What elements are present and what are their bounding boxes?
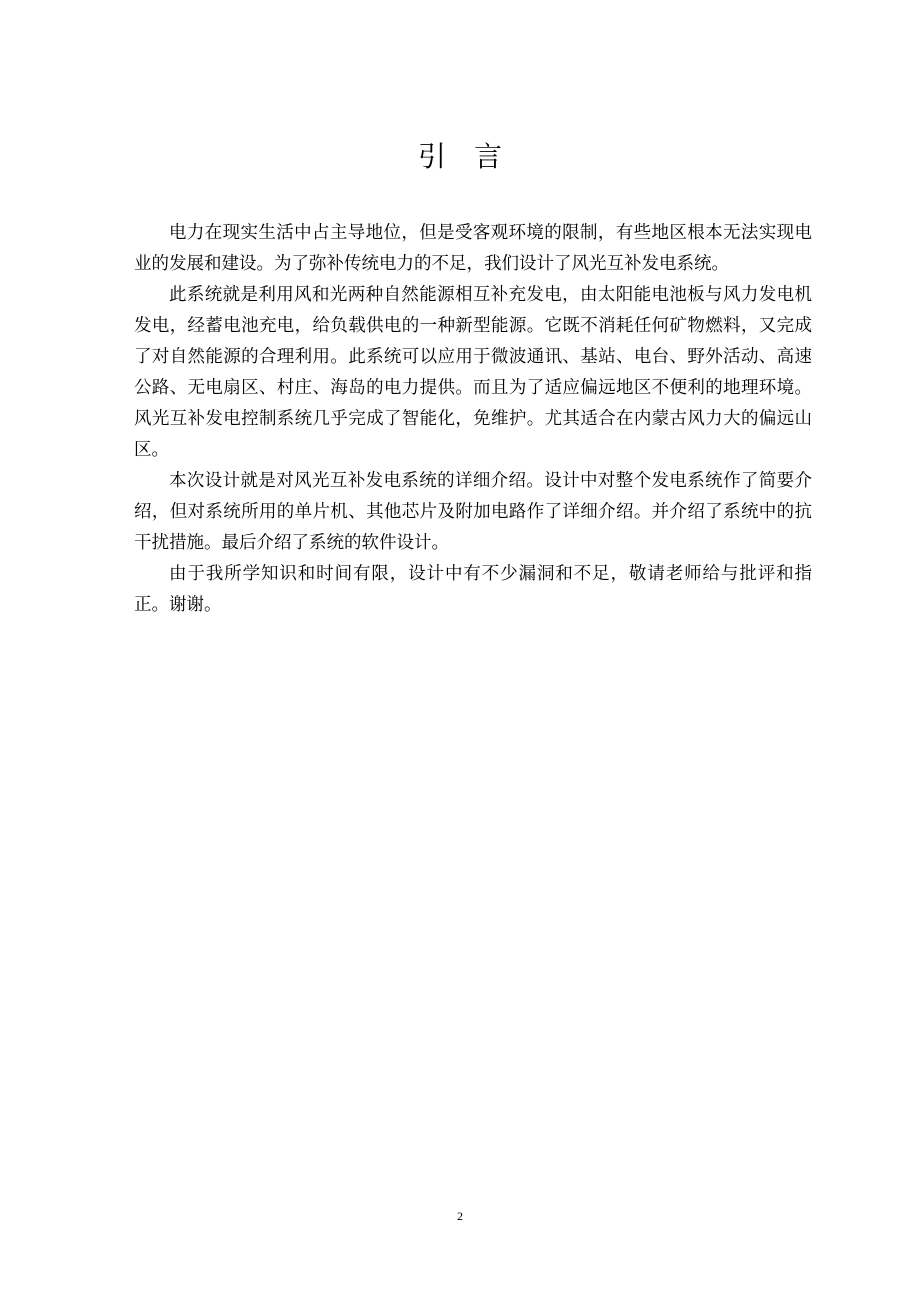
paragraph-3: 本次设计就是对风光互补发电系统的详细介绍。设计中对整个发电系统作了简要介绍，但对系统所用的单片机、其他芯片及附加电路作了详细介绍。并介绍了系统中的抗干扰措施。最后介绍了系统的软件设计。 (134, 471, 812, 553)
paragraph-1: 电力在现实生活中占主导地位，但是受客观环境的限制，有些地区根本无法实现电业的发展和建设。为了弥补传统电力的不足，我们设计了风光互补发电系统。 (134, 223, 812, 274)
paragraph-2: 此系统就是利用风和光两种自然能源相互补充发电，由太阳能电池板与风力发电机发电，经蓄电池充电，给负载供电的一种新型能源。它既不消耗任何矿物燃料，又完成了对自然能源的合理利用。此系统可以应用于微波通讯、基站、电台、野外活动、高速公路、无电扇区、村庄、海岛的电力提供。而且为了适应偏远地区不便利的地理环境。风光互补发电控制系统几乎完成了智能化，免维护。尤其适合在内蒙古风力大的偏远山区。 (134, 285, 812, 460)
page-number: 2 (457, 1209, 463, 1223)
introduction-body (134, 218, 812, 621)
page-title: 引言 (417, 140, 530, 173)
paragraph-4: 由于我所学知识和时间有限，设计中有不少漏洞和不足，敬请老师给与批评和指正。谢谢。 (134, 564, 812, 615)
